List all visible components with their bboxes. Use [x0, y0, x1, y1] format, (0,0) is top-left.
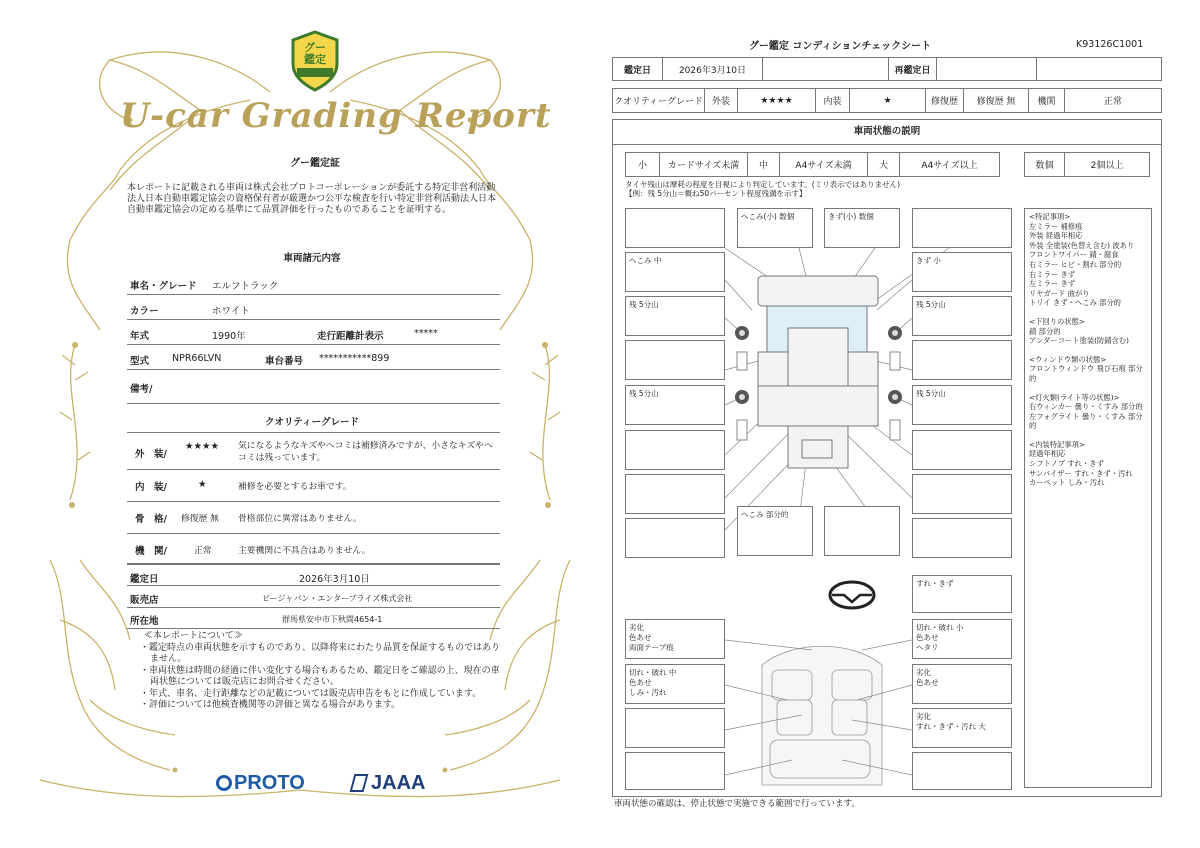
engine-text: 主要機関に不具合はありません。	[238, 546, 371, 556]
repair-value: 修復歴 無	[964, 89, 1029, 113]
damage-box	[912, 430, 1012, 470]
odometer-value: *****	[414, 328, 438, 339]
sheet-title: グー鑑定 コンディションチェックシート	[748, 41, 932, 52]
sheet-date-table	[612, 57, 1162, 81]
note-line: フロントワイパー 錆・腐食	[1029, 250, 1119, 260]
cert-date-label: 鑑定日	[130, 574, 159, 585]
int-label: 内装	[816, 89, 850, 113]
legend-mid: 中	[748, 153, 780, 177]
interior-stars: ★	[198, 479, 207, 490]
about-item: ・評価については他検査機関等の評価と異なる場合があります。	[140, 700, 401, 710]
about-item: ・車両状態は時間の経過に伴い変化する場合もあるため、鑑定日をご確認の上、現在の車両状態については販売店にお問合せください。	[140, 665, 500, 687]
jaaa-logo	[352, 772, 425, 795]
quality-row-interior	[127, 470, 500, 502]
damage-box	[912, 474, 1012, 514]
spec-row-year	[127, 320, 500, 345]
note-line: 錆 部分的	[1029, 326, 1061, 336]
tire-box-rear-left: 残 5分山	[625, 385, 725, 425]
notes-windows	[1029, 355, 1147, 384]
about-item: ・年式、車名、走行距離などの記載については販売店申告をもとに作成しています。	[140, 688, 482, 699]
year-label: 年式	[130, 331, 150, 342]
damage-box-left-dent: へこみ 中	[625, 252, 725, 292]
proto-logo	[216, 772, 305, 795]
interior-box-right-1: 切れ・破れ 小 色あせ ヘタリ	[912, 619, 1012, 659]
special-notes-column	[1024, 208, 1152, 788]
damage-box-rear-dent: へこみ 部分的	[737, 506, 813, 556]
legend-large-desc: A4サイズ以上	[900, 153, 1000, 177]
interior-box-right-2: 劣化 色あせ	[912, 664, 1012, 704]
damage-box	[625, 208, 725, 248]
damage-box	[625, 430, 725, 470]
interior-text: 補修を必要とするお車です。	[238, 482, 352, 492]
panel-heading: 車両状態の説明	[612, 119, 1162, 145]
frame-label: 骨 格/	[135, 514, 167, 525]
note-line: トリイ きず・へこみ 部分的	[1029, 298, 1121, 308]
quality-row-engine	[127, 534, 500, 564]
damage-box-top-scratch: きず(小) 数個	[824, 208, 900, 248]
note-line: 右ミラー きず	[1029, 269, 1076, 279]
steering-wheel-icon	[830, 582, 874, 608]
grade-label: クオリティーグレード	[613, 89, 705, 113]
proto-logo-text: PROTO	[234, 772, 305, 794]
certificate-intro-text: 本レポートに記載される車両は株式会社プロトコーポレーションが委託する特定非営利活動法人日本自動車鑑定協会の資格保有者が厳選かつ公平な検査を行い特定非営利活動法人日本自動車鑑定協会の定める基準にて品質評価を行ったものであることを証明する。	[127, 183, 497, 215]
quality-row-frame	[127, 502, 500, 534]
size-legend-table	[625, 152, 1000, 177]
note-line: アンダーコート塗装(防錆含む)	[1029, 336, 1129, 346]
damage-box	[912, 518, 1012, 558]
engine-label: 機関	[1029, 89, 1065, 113]
interior-box-right-3: 劣化 すれ・きず・汚れ 大	[912, 708, 1012, 748]
address-row	[127, 608, 500, 629]
name-value: エルフトラック	[212, 281, 279, 292]
notes-heading: <特記事項>	[1029, 212, 1071, 221]
tire-note-2: 【例：残 5分山＝概ね50パーセント程度残溝を示す】	[625, 189, 807, 198]
notes-special	[1029, 212, 1147, 308]
tire-box-front-right: 残 5分山	[912, 296, 1012, 336]
interior-box-left-2: 切れ・破れ 中 色あせ しみ・汚れ	[625, 664, 725, 704]
repair-label: 修復歴	[926, 89, 964, 113]
quality-row-exterior	[127, 432, 500, 470]
note-line: 左フォグライト 曇り・くすみ 部分的	[1029, 411, 1143, 431]
color-label: カラー	[130, 306, 159, 317]
note-line: シフトノブ すれ・きず	[1029, 459, 1104, 469]
sheet-empty-cell	[763, 58, 889, 81]
note-line: フロントウィンドウ 飛び石痕 部分的	[1029, 364, 1143, 383]
interior-box	[912, 752, 1012, 790]
interior-box-steering: すれ・きず	[912, 575, 1012, 613]
about-title: ≪本レポートについて≫	[144, 631, 243, 641]
model-label: 型式	[130, 356, 150, 367]
reinspect-label: 再鑑定日	[889, 58, 937, 81]
notes-underbody	[1029, 317, 1147, 346]
note-line: 左ミラー 補修痕	[1029, 221, 1083, 231]
spec-row-name	[127, 270, 500, 295]
exterior-text: 気になるようなキズやヘコミは補修済みですが、小さなキズやヘコミは残っています。	[238, 441, 493, 463]
damage-box	[625, 518, 725, 558]
note-line: 経過年相応	[1029, 449, 1066, 459]
note-line: 左ミラー きず	[1029, 279, 1076, 289]
sheet-date-label: 鑑定日	[613, 58, 663, 81]
interior-box-left-1: 劣化 色あせ 両面テープ痕	[625, 619, 725, 659]
dealer-value: ビージャパン・エンタープライズ株式会社	[262, 594, 413, 603]
spec-heading: 車両諸元内容	[283, 253, 341, 264]
notes-interior	[1029, 440, 1147, 488]
note-line: カーペット しみ・汚れ	[1029, 478, 1105, 488]
note-line: 右ミラー ヒビ・割れ 部分的	[1029, 259, 1122, 269]
note-line: 外装 全塗装(色替え含む) 波あり	[1029, 240, 1135, 250]
notes-heading: <内装特記事項>	[1029, 439, 1086, 449]
note-line: 外装 経過年相応	[1029, 231, 1083, 241]
notes-lights	[1029, 393, 1147, 431]
sheet-date-value: 2026年3月10日	[663, 58, 763, 81]
exterior-stars: ★★★★	[185, 441, 220, 452]
cert-date-value: 2026年3月10日	[299, 574, 370, 585]
damage-box	[912, 208, 1012, 248]
note-line: 右ウィンカー 曇り・くすみ 部分的	[1029, 402, 1143, 412]
note-line: サンバイザー すれ・きず・汚れ	[1029, 468, 1133, 478]
legend-small-desc: カードサイズ未満	[660, 153, 748, 177]
ext-stars: ★★★★	[738, 89, 816, 113]
goo-kantei-badge-icon	[287, 30, 343, 92]
notes-heading: <灯火類(ライト等の状態)>	[1029, 392, 1120, 402]
remarks-label: 備考/	[130, 384, 153, 395]
date-row	[127, 564, 500, 586]
damage-box-right-scratch: きず 小	[912, 252, 1012, 292]
about-item: ・鑑定時点の車両状態を示すものであり、以降将来にわたり品質を保証するものではありません。	[140, 642, 501, 664]
color-value: ホワイト	[212, 306, 250, 317]
legend-large: 大	[868, 153, 900, 177]
tire-box-front-left: 残 5分山	[625, 296, 725, 336]
certificate-subtitle: グー鑑定証	[290, 158, 340, 169]
jaaa-mark-icon	[350, 774, 369, 792]
damage-box	[824, 506, 900, 556]
engine-value: 正常	[194, 546, 212, 556]
sheet-footer-note: 車両状態の確認は、停止状態で実施できる範囲で行っています。	[614, 799, 860, 809]
count-legend-table	[1024, 152, 1150, 177]
engine-value: 正常	[1065, 89, 1162, 113]
sheet-empty-cell	[1037, 58, 1162, 81]
notes-heading: <下回りの状態>	[1029, 316, 1086, 326]
proto-mark-icon	[216, 775, 232, 791]
dealer-row	[127, 586, 500, 608]
legend-count-desc: 2個以上	[1065, 153, 1150, 177]
year-value: 1990年	[212, 331, 246, 342]
odometer-label: 走行距離計表示	[317, 331, 384, 342]
quality-heading: クオリティーグレード	[264, 417, 360, 428]
damage-box-top-dent: へこみ(小) 数個	[737, 208, 813, 248]
chassis-label: 車台番号	[265, 356, 304, 367]
notes-heading: <ウィンドウ類の状態>	[1029, 354, 1107, 364]
engine-label: 機 関/	[135, 546, 167, 557]
damage-box	[625, 340, 725, 380]
badge-label: グー 鑑定	[304, 41, 326, 66]
interior-box	[625, 708, 725, 748]
frame-value: 修復歴 無	[181, 514, 219, 524]
frame-text: 骨格部位に異常はありません。	[238, 514, 362, 524]
int-stars: ★	[850, 89, 926, 113]
legend-mid-desc: A4サイズ未満	[780, 153, 868, 177]
name-label: 車名・グレード	[130, 281, 197, 292]
exterior-label: 外 装/	[135, 449, 167, 460]
chassis-value: ***********899	[319, 353, 390, 364]
interior-box	[625, 752, 725, 790]
about-report	[140, 631, 500, 712]
spec-row-model	[127, 345, 500, 370]
report-title: U-car Grading Report	[120, 96, 552, 136]
address-value: 群馬県安中市下秋間4654-1	[282, 615, 383, 624]
interior-label: 内 装/	[135, 482, 167, 493]
model-value: NPR66LVN	[172, 353, 222, 364]
jaaa-logo-text: JAAA	[371, 772, 426, 794]
ext-label: 外装	[705, 89, 738, 113]
spec-row-color	[127, 295, 500, 320]
note-line: リヤガード 曲がり	[1029, 288, 1090, 298]
tire-box-rear-right: 残 5分山	[912, 385, 1012, 425]
legend-small: 小	[626, 153, 660, 177]
sheet-id: K93126C1001	[1076, 39, 1144, 50]
spec-row-remarks	[127, 370, 500, 404]
tire-note-1: タイヤ残山は摩耗の程度を目視により判定しています。(ミリ表示ではありません)	[625, 180, 901, 189]
dealer-label: 販売店	[130, 595, 159, 606]
reinspect-value	[937, 58, 1037, 81]
legend-count: 数個	[1025, 153, 1065, 177]
sheet-grade-table	[612, 88, 1162, 113]
address-label: 所在地	[130, 616, 159, 627]
damage-box	[625, 474, 725, 514]
damage-box	[912, 340, 1012, 380]
